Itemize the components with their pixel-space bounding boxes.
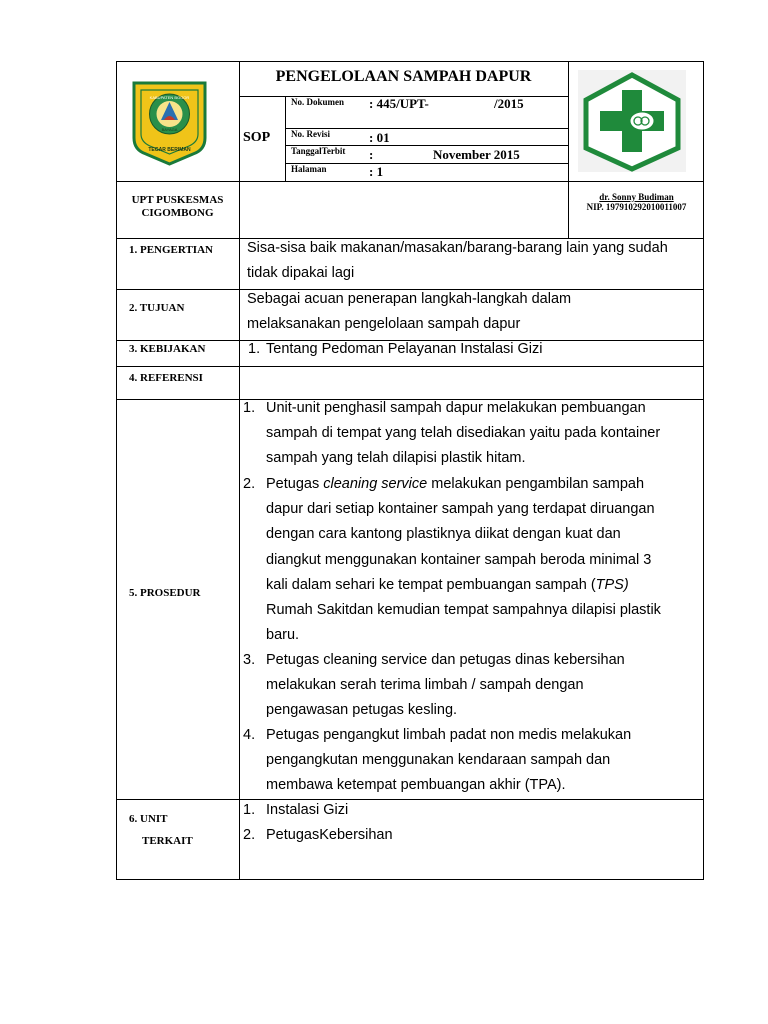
field-extra-dokumen: /2015 (494, 96, 524, 111)
tujuan-text-line2: melaksanakan pengelolaan sampah dapur (247, 316, 521, 332)
prosedur-item-3-line: pengawasan petugas kesling. (266, 702, 458, 719)
unit-item-1-text: Instalasi Gizi (266, 802, 349, 818)
kebijakan-item-number: 1. (248, 341, 261, 357)
prosedur-item-4-line: membawa ketempat pembuangan akhir (TPA). (266, 777, 566, 794)
field-value-tanggal: : (369, 147, 374, 162)
pengertian-text-line1: Sisa-sisa baik makanan/masakan/barang-barang lain yang sudah (247, 240, 668, 256)
row-divider-kebijakan (116, 366, 704, 367)
section-label-tujuan: 2. TUJUAN (129, 302, 185, 314)
prosedur-item-2-number: 2. (243, 476, 256, 492)
prosedur-item-2-text (266, 472, 706, 648)
svg-text:BAYAGA: BAYAGA (161, 127, 178, 132)
prosedur-item-2-line: Rumah Sakitdan kemudian tempat sampahnya dilapisi plastik (266, 602, 661, 619)
prosedur-item-4-number: 4. (243, 727, 256, 743)
prosedur-item-2-line: dengan cara kantong plastiknya diikat dengan kuat dan (266, 526, 621, 543)
prosedur-item-2-text-part: Petugas (266, 476, 324, 492)
section-label-terkait: TERKAIT (142, 835, 193, 847)
institution-name-line2: CIGOMBONG (141, 207, 214, 219)
unit-item-2-text: PetugasKebersihan (266, 827, 393, 843)
svg-text:TEGAR BERIMAN: TEGAR BERIMAN (148, 147, 191, 153)
field-label-revisi: No. Revisi (291, 129, 330, 139)
prosedur-item-2-text-part: kali dalam sehari ke tempat pembuangan sampah ( (266, 576, 596, 593)
field-value-dokumen: : 445/UPT- (369, 96, 429, 111)
prosedur-item-1-number: 1. (243, 400, 256, 416)
sop-label: SOP (243, 130, 271, 145)
prosedur-item-2-text-part: melakukan pengambilan sampah (427, 476, 645, 492)
section-label-unit: 6. UNIT (129, 813, 168, 825)
prosedur-item-2-line: dapur dari setiap kontainer sampah yang terdapat diruangan (266, 501, 655, 518)
field-label-halaman: Halaman (291, 164, 327, 174)
prosedur-item-4-text (266, 723, 706, 799)
prosedur-item-3-text (266, 648, 706, 724)
unit-item-1-number: 1. (243, 802, 256, 818)
prosedur-item-2-line (266, 472, 706, 497)
prosedur-item-2-line: diangkut menggunakan kontainer sampah beroda minimal 3 (266, 551, 652, 568)
prosedur-item-2-italic-cleaning-service: cleaning service (323, 476, 428, 492)
prosedur-item-2-italic-tps: TPS) (595, 576, 629, 593)
prosedur-item-1-line: Unit-unit penghasil sampah dapur melakukan pembuangan (266, 400, 646, 416)
tujuan-text-line1: Sebagai acuan penerapan langkah-langkah dalam (247, 291, 572, 307)
col-divider-left (239, 61, 240, 880)
section-label-kebijakan: 3. KEBIJAKAN (129, 343, 206, 355)
section-label-prosedur: 5. PROSEDUR (129, 587, 201, 599)
field-label-dokumen: No. Dokumen (291, 97, 345, 107)
unit-item-2-number: 2. (243, 827, 256, 843)
prosedur-item-3-line: melakukan serah terima limbah / sampah dengan (266, 677, 584, 694)
prosedur-item-1-text (266, 396, 706, 472)
field-label-tanggal: TanggalTerbit (291, 146, 346, 156)
kebijakan-item-text: Tentang Pedoman Pelayanan Instalasi Gizi (266, 341, 543, 357)
prosedur-item-2-line: baru. (266, 627, 300, 644)
field-extra-tanggal: November 2015 (433, 147, 520, 162)
prosedur-item-3-line: Petugas cleaning service dan petugas dinas kebersihan (266, 652, 625, 668)
sop-divider (285, 96, 286, 181)
kabupaten-bogor-logo (131, 80, 208, 166)
field-value-revisi: : 01 (369, 130, 390, 145)
svg-text:KABUPATEN BOGOR: KABUPATEN BOGOR (149, 95, 190, 100)
row-divider-header (116, 181, 704, 182)
prosedur-item-3-number: 3. (243, 652, 256, 668)
institution-name-line1: UPT PUSKESMAS (131, 194, 224, 206)
row-divider-tanggal (285, 163, 568, 164)
prosedur-item-4-line: pengangkutan menggunakan kendaraan sampah dan (266, 752, 611, 769)
field-value-halaman: : 1 (369, 164, 384, 179)
signer-name: dr. Sonny Budiman (599, 192, 674, 202)
row-divider-prosedur (116, 799, 704, 800)
pengertian-text-line2: tidak dipakai lagi (247, 265, 355, 281)
prosedur-item-1-line: sampah di tempat yang telah disediakan yaitu pada kontainer (266, 425, 661, 442)
section-label-pengertian: 1. PENGERTIAN (129, 244, 213, 256)
signer-nip: NIP. 197910292010011007 (586, 202, 687, 212)
prosedur-item-2-line (266, 573, 706, 598)
prosedur-item-4-line: Petugas pengangkut limbah padat non medis melakukan (266, 727, 632, 743)
section-label-referensi: 4. REFERENSI (129, 372, 203, 384)
prosedur-item-1-line: sampah yang telah dilapisi plastik hitam. (266, 450, 526, 467)
puskesmas-logo (578, 70, 686, 172)
document-title: PENGELOLAAN SAMPAH DAPUR (275, 68, 532, 85)
